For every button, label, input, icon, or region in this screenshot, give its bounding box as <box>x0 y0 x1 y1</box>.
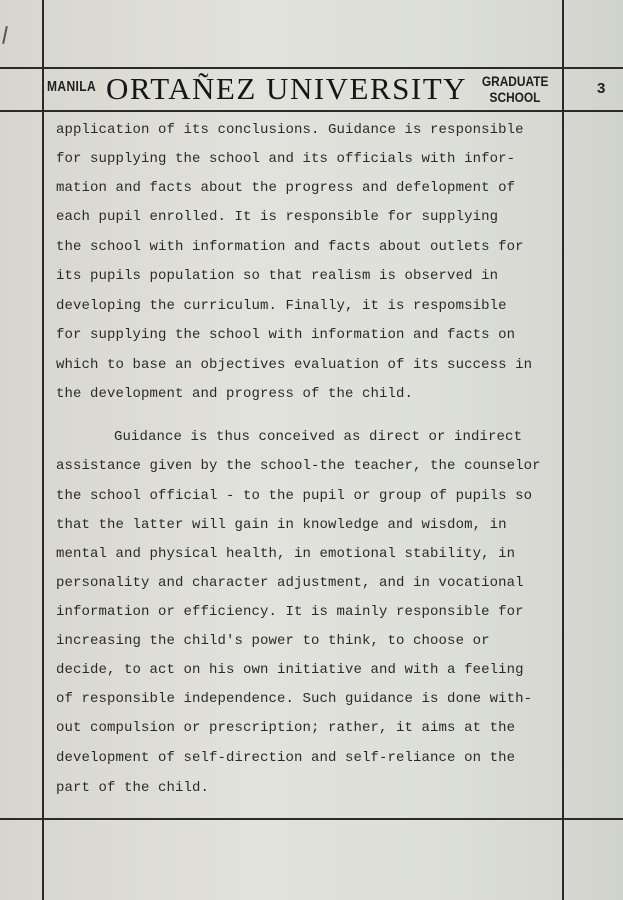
text-line: part of the child. <box>56 780 210 796</box>
text-line: the school with information and facts about outlets for <box>56 239 524 255</box>
text-line: for supplying the school and its officials with infor- <box>56 151 516 167</box>
text-line: Guidance is thus conceived as direct or indirect <box>114 429 523 445</box>
pencil-mark <box>2 26 8 44</box>
text-line: personality and character adjustment, and in vocational <box>56 575 524 591</box>
text-line: the development and progress of the child. <box>56 386 414 402</box>
text-line: application of its conclusions. Guidance is responsible <box>56 122 524 138</box>
text-line: each pupil enrolled. It is responsible for supplying <box>56 209 499 225</box>
text-line: of responsible independence. Such guidance is done with- <box>56 691 533 707</box>
university-name: ORTAÑEZ UNIVERSITY <box>106 71 468 106</box>
text-line: developing the curriculum. Finally, it is respomsible <box>56 298 507 314</box>
text-line: the school official - to the pupil or group of pupils so <box>56 488 533 504</box>
school-label <box>482 73 548 105</box>
text-line: out compulsion or prescription; rather, it aims at the <box>56 720 516 736</box>
left-margin-rule <box>42 0 44 900</box>
text-line: information or efficiency. It is mainly responsible for <box>56 604 524 620</box>
text-line: its pupils population so that realism is observed in <box>56 268 499 284</box>
text-line: for supplying the school with information and facts on <box>56 327 516 343</box>
text-line: mation and facts about the progress and defelopment of <box>56 180 516 196</box>
letterhead <box>44 69 562 110</box>
header-bottom-rule <box>0 110 623 112</box>
city-label: MANILA <box>47 78 97 95</box>
text-line: assistance given by the school-the teacher, the counselor <box>56 458 541 474</box>
footer-rule <box>0 818 623 820</box>
text-line: which to base an objectives evaluation of its success in <box>56 357 533 373</box>
school-label-line1: GRADUATE <box>481 73 549 89</box>
school-label-line2: SCHOOL <box>489 89 541 105</box>
page-number: 3 <box>597 80 606 97</box>
text-line: mental and physical health, in emotional stability, in <box>56 546 516 562</box>
text-line: that the latter will gain in knowledge and wisdom, in <box>56 517 507 533</box>
text-line: increasing the child's power to think, to choose or <box>56 633 490 649</box>
text-line: decide, to act on his own initiative and with a feeling <box>56 662 524 678</box>
right-margin-rule <box>562 0 564 900</box>
text-line: development of self-direction and self-reliance on the <box>56 750 516 766</box>
